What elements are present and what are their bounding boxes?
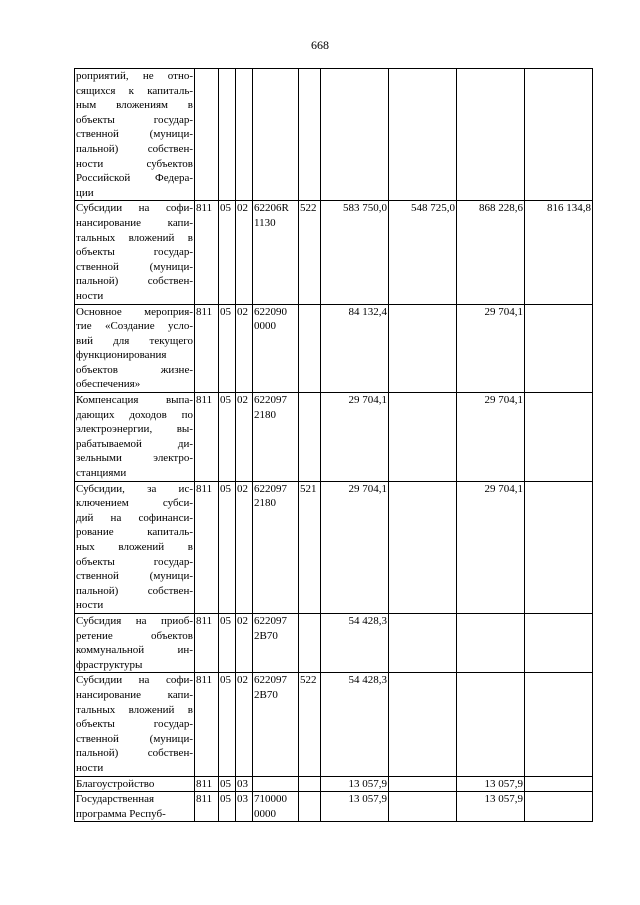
item-name-cell xyxy=(75,69,195,201)
sum3-cell: 13 057,9 xyxy=(457,776,525,792)
rz-cell: 05 xyxy=(219,393,236,482)
item-name-cell xyxy=(75,481,195,613)
item-name-line: пальной) собствен- xyxy=(76,747,193,760)
item-name-line: нансирование капи- xyxy=(76,216,193,229)
sum2-cell: 548 725,0 xyxy=(389,201,457,304)
item-name-line: ственной (муници- xyxy=(76,732,193,745)
item-name-cell xyxy=(75,304,195,393)
pr-cell: 02 xyxy=(236,304,253,393)
vr-cell xyxy=(299,393,321,482)
gr-cell: 811 xyxy=(195,481,219,613)
pr-cell: 03 xyxy=(236,792,253,822)
item-name-line: тальных вложений в xyxy=(76,231,193,244)
sum4-cell xyxy=(525,393,593,482)
pr-cell xyxy=(236,69,253,201)
table-row xyxy=(75,393,593,482)
item-name-cell xyxy=(75,613,195,672)
vr-cell xyxy=(299,304,321,393)
item-name-line: ретение объектов xyxy=(76,629,193,642)
csr-line: 622097 xyxy=(254,614,287,627)
item-name-line: программа Респуб- xyxy=(76,807,166,820)
pr-cell: 02 xyxy=(236,201,253,304)
sum2-cell xyxy=(389,776,457,792)
rz-cell: 05 xyxy=(219,613,236,672)
item-name-line: Благоустройство xyxy=(76,777,155,790)
gr-cell: 811 xyxy=(195,304,219,393)
pr-cell: 02 xyxy=(236,673,253,776)
item-name-line: ственной (муници- xyxy=(76,260,193,273)
pr-cell: 03 xyxy=(236,776,253,792)
item-name-line: дий на софинанси- xyxy=(76,511,193,524)
csr-line: 622097 xyxy=(254,394,287,407)
sum4-cell xyxy=(525,613,593,672)
item-name-line: ным вложениям в xyxy=(76,99,193,112)
item-name-line: ции xyxy=(76,186,94,199)
item-name-cell xyxy=(75,792,195,822)
sum3-cell: 29 704,1 xyxy=(457,393,525,482)
gr-cell: 811 xyxy=(195,201,219,304)
csr-line: 2В70 xyxy=(254,688,278,701)
sum1-cell: 54 428,3 xyxy=(321,673,389,776)
table-row xyxy=(75,304,593,393)
item-name-line: рабатываемой ди- xyxy=(76,437,193,450)
rz-cell: 05 xyxy=(219,776,236,792)
sum4-cell xyxy=(525,792,593,822)
sum1-cell xyxy=(321,69,389,201)
csr-line: 0000 xyxy=(254,807,276,820)
item-name-line: пальной) собствен- xyxy=(76,142,193,155)
sum4-cell xyxy=(525,304,593,393)
sum4-cell: 816 134,8 xyxy=(525,201,593,304)
item-name-cell xyxy=(75,776,195,792)
sum1-cell: 13 057,9 xyxy=(321,792,389,822)
gr-cell: 811 xyxy=(195,393,219,482)
item-name-line: роприятий, не отно- xyxy=(76,70,193,82)
csr-line: 2180 xyxy=(254,497,276,510)
csr-line: 0000 xyxy=(254,320,276,333)
table-row xyxy=(75,673,593,776)
sum2-cell xyxy=(389,69,457,201)
csr-line: 62206R xyxy=(254,202,289,215)
pr-cell: 02 xyxy=(236,393,253,482)
item-name-line: дающих доходов по xyxy=(76,408,193,421)
csr-cell xyxy=(253,481,299,613)
pr-cell: 02 xyxy=(236,613,253,672)
item-name-cell xyxy=(75,673,195,776)
gr-cell: 811 xyxy=(195,613,219,672)
rz-cell xyxy=(219,69,236,201)
item-name-line: зельными электро- xyxy=(76,452,193,465)
item-name-line: сящихся к капиталь- xyxy=(76,84,193,97)
item-name-line: Основное мероприя- xyxy=(76,305,193,318)
item-name-line: пальной) собствен- xyxy=(76,275,193,288)
item-name-line: ключением субси- xyxy=(76,497,193,510)
sum3-cell xyxy=(457,69,525,201)
item-name-line: ственной (муници- xyxy=(76,570,193,583)
rz-cell: 05 xyxy=(219,481,236,613)
item-name-line: объектов жизне- xyxy=(76,363,193,376)
sum3-cell: 13 057,9 xyxy=(457,792,525,822)
vr-cell: 521 xyxy=(299,481,321,613)
item-name-line: ности xyxy=(76,761,104,774)
item-name-line: Субсидии на софи- xyxy=(76,202,193,215)
rz-cell: 05 xyxy=(219,201,236,304)
csr-line: 2В70 xyxy=(254,629,278,642)
sum2-cell xyxy=(389,673,457,776)
item-name-line: пальной) собствен- xyxy=(76,584,193,597)
item-name-line: тие «Создание усло- xyxy=(76,320,193,333)
sum2-cell xyxy=(389,613,457,672)
table-row xyxy=(75,69,593,201)
gr-cell: 811 xyxy=(195,776,219,792)
sum1-cell: 29 704,1 xyxy=(321,481,389,613)
csr-cell xyxy=(253,393,299,482)
csr-line: 710000 xyxy=(254,793,287,806)
sum3-cell: 868 228,6 xyxy=(457,201,525,304)
item-name-line: тальных вложений в xyxy=(76,703,193,716)
vr-cell xyxy=(299,776,321,792)
item-name-line: Компенсация выпа- xyxy=(76,394,193,407)
csr-line: 622097 xyxy=(254,482,287,495)
sum3-cell xyxy=(457,673,525,776)
table-row xyxy=(75,613,593,672)
csr-line: 2180 xyxy=(254,408,276,421)
sum4-cell xyxy=(525,673,593,776)
sum1-cell: 13 057,9 xyxy=(321,776,389,792)
csr-line: 1130 xyxy=(254,216,276,229)
item-name-cell xyxy=(75,201,195,304)
sum4-cell xyxy=(525,481,593,613)
sum4-cell xyxy=(525,776,593,792)
item-name-line: обеспечения» xyxy=(76,378,141,391)
csr-cell xyxy=(253,69,299,201)
pr-cell: 02 xyxy=(236,481,253,613)
sum1-cell: 583 750,0 xyxy=(321,201,389,304)
item-name-line: Государственная xyxy=(76,793,155,806)
sum2-cell xyxy=(389,481,457,613)
item-name-line: объекты государ- xyxy=(76,718,193,731)
sum1-cell: 54 428,3 xyxy=(321,613,389,672)
rz-cell: 05 xyxy=(219,673,236,776)
item-name-line: ности xyxy=(76,599,104,612)
item-name-line: объекты государ- xyxy=(76,555,193,568)
sum3-cell: 29 704,1 xyxy=(457,304,525,393)
item-name-line: фраструктуры xyxy=(76,658,143,671)
vr-cell xyxy=(299,613,321,672)
item-name-line: ных вложений в xyxy=(76,541,193,553)
budget-table xyxy=(74,68,593,822)
sum2-cell xyxy=(389,393,457,482)
gr-cell xyxy=(195,69,219,201)
csr-line: 622097 xyxy=(254,674,287,687)
vr-cell: 522 xyxy=(299,201,321,304)
rz-cell: 05 xyxy=(219,792,236,822)
item-name-line: ности xyxy=(76,289,104,302)
item-name-line: функционирования xyxy=(76,349,167,362)
item-name-line: рование капиталь- xyxy=(76,526,193,539)
sum3-cell: 29 704,1 xyxy=(457,481,525,613)
table-row xyxy=(75,792,593,822)
item-name-line: Российской Федера- xyxy=(76,172,193,185)
item-name-cell xyxy=(75,393,195,482)
sum1-cell: 29 704,1 xyxy=(321,393,389,482)
table-row xyxy=(75,201,593,304)
item-name-line: Субсидии, за ис- xyxy=(76,482,193,495)
item-name-line: объекты государ- xyxy=(76,246,193,259)
sum2-cell xyxy=(389,304,457,393)
sum1-cell: 84 132,4 xyxy=(321,304,389,393)
rz-cell: 05 xyxy=(219,304,236,393)
csr-cell xyxy=(253,673,299,776)
csr-line: 622090 xyxy=(254,305,287,318)
item-name-line: ности субъектов xyxy=(76,157,193,170)
page-number: 668 xyxy=(311,38,329,52)
csr-cell xyxy=(253,201,299,304)
vr-cell xyxy=(299,69,321,201)
table-row xyxy=(75,776,593,792)
item-name-line: ственной (муници- xyxy=(76,128,193,141)
item-name-line: нансирование капи- xyxy=(76,688,193,701)
gr-cell: 811 xyxy=(195,792,219,822)
csr-cell xyxy=(253,304,299,393)
item-name-line: объекты государ- xyxy=(76,113,193,126)
item-name-line: Субсидии на софи- xyxy=(76,674,193,687)
item-name-line: коммунальной ин- xyxy=(76,644,193,657)
vr-cell xyxy=(299,792,321,822)
sum3-cell xyxy=(457,613,525,672)
vr-cell: 522 xyxy=(299,673,321,776)
gr-cell: 811 xyxy=(195,673,219,776)
csr-cell xyxy=(253,776,299,792)
item-name-line: электроэнергии, вы- xyxy=(76,423,193,436)
item-name-line: Субсидия на приоб- xyxy=(76,614,193,627)
table-row xyxy=(75,481,593,613)
csr-cell xyxy=(253,613,299,672)
csr-cell xyxy=(253,792,299,822)
item-name-line: станциями xyxy=(76,467,127,480)
sum2-cell xyxy=(389,792,457,822)
item-name-line: вий для текущего xyxy=(76,334,193,347)
sum4-cell xyxy=(525,69,593,201)
